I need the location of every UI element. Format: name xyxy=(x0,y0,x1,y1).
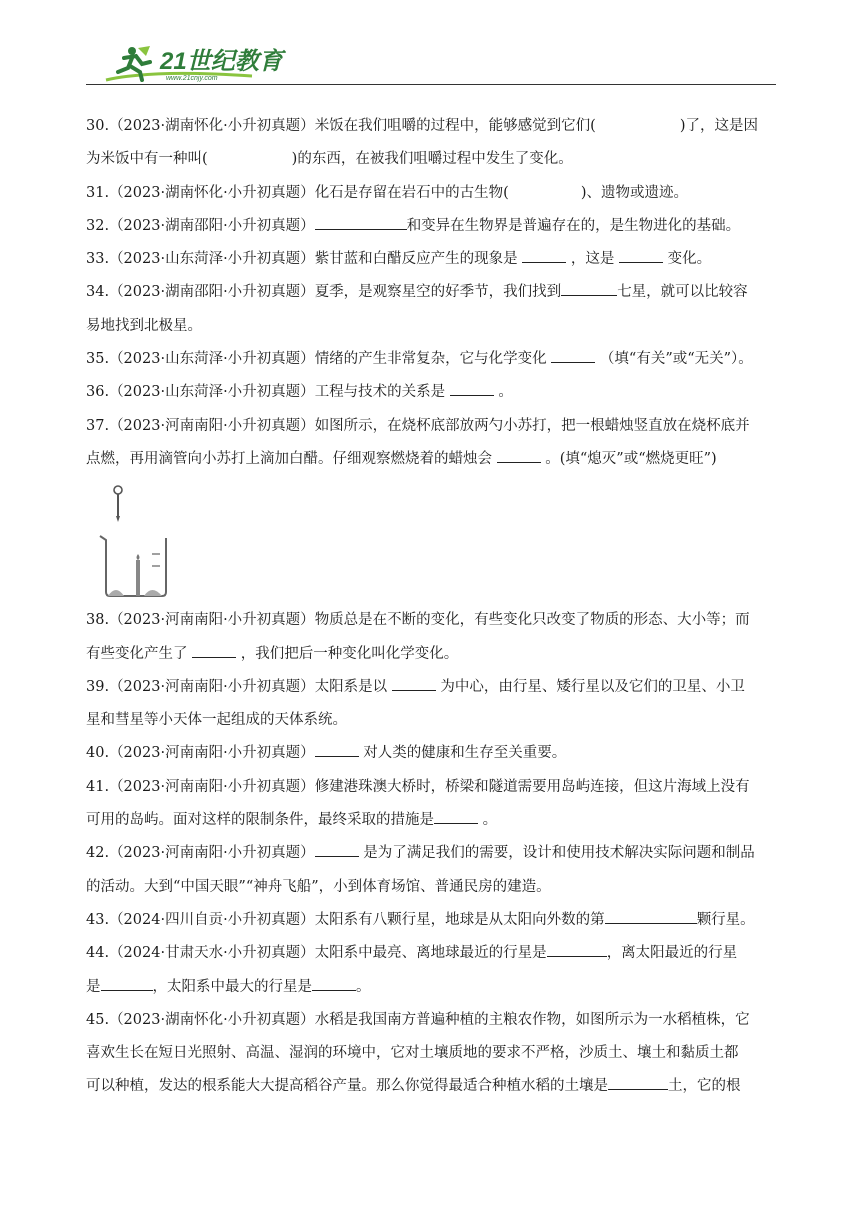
question-text: 。(填“熄灭”或“燃烧更旺”) xyxy=(545,450,717,467)
question-text: ，太阳系中最大的行星是 xyxy=(152,978,312,995)
question-text: 易地找到北极星。 xyxy=(86,317,202,334)
question-number: 36. xyxy=(86,384,110,401)
question-31 xyxy=(86,177,772,210)
question-33 xyxy=(86,243,772,276)
answer-blank[interactable] xyxy=(315,742,359,757)
question-text: 为米饭中有一种叫( xyxy=(86,151,208,168)
answer-blank[interactable] xyxy=(315,842,359,857)
question-34 xyxy=(86,276,772,343)
question-43 xyxy=(86,904,772,937)
question-source: （2023·河南南阳·小升初真题） xyxy=(109,745,315,762)
question-source: （2024·甘肃天水·小升初真题） xyxy=(109,945,315,962)
question-source: （2023·湖南怀化·小升初真题） xyxy=(109,1011,315,1028)
question-text: 星和彗星等小天体一起组成的天体系统。 xyxy=(86,712,347,729)
question-text: 对人类的健康和生存至关重要。 xyxy=(363,745,567,762)
question-text: ，我们把后一种变化叫化学变化。 xyxy=(240,645,459,662)
question-text: 和变异在生物界是普遍存在的，是生物进化的基础。 xyxy=(406,217,741,234)
question-number: 32. xyxy=(86,217,110,234)
answer-blank[interactable] xyxy=(101,976,153,991)
question-text: 米饭在我们咀嚼的过程中，能够感觉到它们( xyxy=(314,118,596,134)
question-list xyxy=(86,110,772,1104)
question-text: ，离太阳最近的行星 xyxy=(606,945,738,962)
question-text: 如图所示，在烧杯底部放两勺小苏打，把一根蜡烛竖直放在烧杯底并 xyxy=(314,417,750,434)
question-44 xyxy=(86,937,772,1004)
question-text: 工程与技术的关系是 xyxy=(314,384,446,401)
beaker-dropper-icon xyxy=(92,480,182,608)
question-text: 可用的岛屿。面对这样的限制条件，最终采取的措施是 xyxy=(86,812,434,829)
question-text: 紫甘蓝和白醋反应产生的现象是 xyxy=(314,251,518,268)
logo-text: 21世纪教育 xyxy=(160,48,283,75)
question-text: 为中心，由行星、矮行星以及它们的卫星、小卫 xyxy=(440,678,745,695)
question-39 xyxy=(86,671,772,738)
question-35 xyxy=(86,343,772,376)
answer-blank[interactable] xyxy=(192,643,236,658)
answer-blank[interactable] xyxy=(315,215,407,230)
question-40 xyxy=(86,737,772,770)
answer-blank[interactable] xyxy=(547,942,607,957)
question-source: （2023·河南南阳·小升初真题） xyxy=(109,845,315,862)
page-header xyxy=(86,38,776,90)
question-text: 土，它的根 xyxy=(668,1078,741,1095)
question-number: 40. xyxy=(86,745,110,762)
question-text: 是为了满足我们的需要，设计和使用技术解决实际问题和制品 xyxy=(363,845,755,862)
question-source: （2024·四川自贡·小升初真题） xyxy=(109,911,315,928)
answer-blank[interactable] xyxy=(605,909,697,924)
question-source: （2023·河南南阳·小升初真题） xyxy=(109,778,315,795)
question-source: （2023·河南南阳·小升初真题） xyxy=(109,417,315,434)
question-41 xyxy=(86,771,772,838)
beaker-figure xyxy=(86,476,772,604)
question-text: 的活动。大到“中国天眼”“神舟飞船”，小到体育场馆、普通民房的建造。 xyxy=(86,878,551,895)
question-number: 35. xyxy=(86,351,110,368)
question-number: 39. xyxy=(86,678,110,695)
answer-blank[interactable] xyxy=(434,809,478,824)
answer-blank[interactable] xyxy=(551,348,595,363)
question-text: （填“有关”或“无关”）。 xyxy=(599,351,753,368)
question-text: 水稻是我国南方普遍种植的主粮农作物，如图所示为一水稻植株，它 xyxy=(314,1011,750,1028)
question-text: 太阳系中最亮、离地球最近的行星是 xyxy=(314,945,547,962)
question-text: 七星，就可以比较容 xyxy=(617,284,748,301)
question-32 xyxy=(86,210,772,243)
question-37 xyxy=(86,410,772,477)
question-text: 变化。 xyxy=(667,251,712,268)
answer-blank[interactable] xyxy=(450,381,494,396)
answer-blank[interactable] xyxy=(619,248,663,263)
question-text: 喜欢生长在短日光照射、高温、湿润的环境中，它对土壤质地的要求不严格，沙质土、壤土和黏质土都 xyxy=(86,1045,739,1062)
question-text: 。 xyxy=(356,978,371,995)
question-source: （2023·湖南邵阳·小升初真题） xyxy=(109,217,315,234)
question-text: )了，这是因 xyxy=(679,118,759,134)
answer-blank[interactable] xyxy=(522,248,566,263)
question-source: （2023·山东菏泽·小升初真题） xyxy=(109,384,315,401)
question-number: 45. xyxy=(86,1011,110,1028)
answer-blank[interactable] xyxy=(561,281,617,296)
question-text: 夏季，是观察星空的好季节，我们找到 xyxy=(314,284,562,301)
question-source: （2023·河南南阳·小升初真题） xyxy=(109,678,315,695)
question-number: 42. xyxy=(86,845,110,862)
answer-blank[interactable] xyxy=(608,1075,668,1090)
answer-blank[interactable] xyxy=(497,448,541,463)
question-number: 30. xyxy=(86,118,110,134)
question-number: 43. xyxy=(86,911,110,928)
question-42 xyxy=(86,837,772,904)
answer-blank[interactable] xyxy=(392,676,436,691)
question-text: 修建港珠澳大桥时，桥梁和隧道需要用岛屿连接，但这片海域上没有 xyxy=(314,778,750,795)
question-text: 可以种植，发达的根系能大大提高稻谷产量。那么你觉得最适合种植水稻的土壤是 xyxy=(86,1078,608,1095)
question-30 xyxy=(86,110,772,177)
question-text: )、遗物或遗迹。 xyxy=(580,184,689,201)
question-text: )的东西，在被我们咀嚼过程中发生了变化。 xyxy=(291,151,573,168)
question-text: 化石是存留在岩石中的古生物( xyxy=(314,184,509,201)
question-text: 情绪的产生非常复杂，它与化学变化 xyxy=(314,351,547,368)
logo-url: www.21cnjy.com xyxy=(166,75,218,82)
question-number: 37. xyxy=(86,417,110,434)
question-number: 31. xyxy=(86,184,110,201)
question-number: 38. xyxy=(86,612,110,629)
question-text: 点燃，再用滴管向小苏打上滴加白醋。仔细观察燃烧着的蜡烛会 xyxy=(86,450,492,467)
question-source: （2023·河南南阳·小升初真题） xyxy=(109,612,315,629)
question-source: （2023·湖南怀化·小升初真题） xyxy=(109,118,315,134)
question-number: 34. xyxy=(86,284,110,301)
question-text: 。 xyxy=(482,812,498,829)
question-source: （2023·山东菏泽·小升初真题） xyxy=(109,251,315,268)
brand-logo xyxy=(102,42,312,84)
question-source: （2023·湖南怀化·小升初真题） xyxy=(109,184,315,201)
question-number: 41. xyxy=(86,778,110,795)
question-text: 是 xyxy=(86,978,101,995)
question-38 xyxy=(86,604,772,671)
question-source: （2023·湖南邵阳·小升初真题） xyxy=(109,284,315,301)
question-text: 物质总是在不断的变化，有些变化只改变了物质的形态、大小等；而 xyxy=(314,612,750,629)
question-45 xyxy=(86,1004,772,1104)
question-text: 太阳系有八颗行星，地球是从太阳向外数的第 xyxy=(314,911,605,928)
question-36 xyxy=(86,376,772,409)
question-number: 33. xyxy=(86,251,110,268)
question-text: ，这是 xyxy=(570,251,615,268)
header-rule xyxy=(86,84,776,85)
answer-blank[interactable] xyxy=(312,976,356,991)
question-number: 44. xyxy=(86,945,110,962)
question-text: 有些变化产生了 xyxy=(86,645,188,662)
question-text: 太阳系是以 xyxy=(314,678,388,695)
question-text: 。 xyxy=(498,384,513,401)
runner-logo-icon xyxy=(102,42,312,84)
question-source: （2023·山东菏泽·小升初真题） xyxy=(109,351,315,368)
question-text: 颗行星。 xyxy=(696,911,755,928)
